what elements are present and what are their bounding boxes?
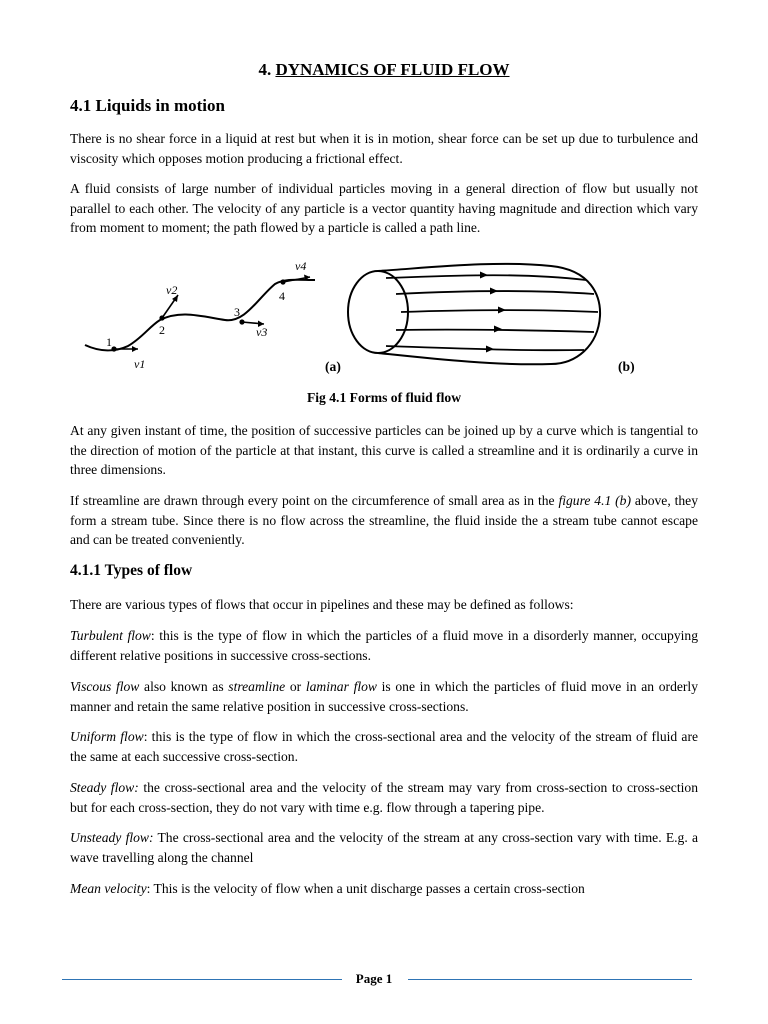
point-label-4: 4: [279, 289, 285, 303]
velocity-label-1: v1: [134, 357, 146, 371]
paragraph-shear-force: There is no shear force in a liquid at rest but when it is in motion, shear force can be set up due to turbulence and viscosity which opposes motion producing a frictional effect.: [70, 131, 698, 166]
definition-uniform-flow: Uniform flow: this is the type of flow in which the cross-sectional area and the velocity of the stream of fluid are the same at each successive cross-section.: [70, 729, 699, 764]
point-label-2: 2: [159, 323, 165, 337]
figure-path-line: [80, 250, 330, 375]
velocity-label-2: v2: [166, 283, 178, 297]
point-label-1: 1: [106, 335, 112, 349]
section-heading-4-1: 4.1 Liquids in motion: [70, 96, 225, 115]
chapter-number: 4.: [258, 60, 272, 79]
figure-caption: Fig 4.1 Forms of fluid flow: [306, 390, 462, 405]
footer-rule-right: [408, 979, 692, 980]
definition-steady-flow: Steady flow: the cross-sectional area and the velocity of the stream may vary from cross-section to cross-section but for each cross-section, they do not vary with time e.g. flow through a tapering pipe.: [70, 780, 698, 815]
page-number: Page 1: [355, 971, 393, 986]
chapter-title: [70, 60, 698, 80]
tube-inlet-circle: [348, 271, 408, 353]
paragraph-types-intro: There are various types of flows that occur in pipelines and these may be defined as follows:: [70, 597, 574, 612]
paragraph-path-line: A fluid consists of large number of individual particles moving in a general direction of flow but usually not parallel to each other. The velocity of any particle is a vector quantity having magnitude and direction which vary from moment to moment; the path flowed by a particle is called a path line.: [70, 181, 698, 236]
figure-label-a: (a): [325, 359, 341, 374]
chapter-title-text: DYNAMICS OF FLUID FLOW: [275, 60, 510, 79]
section-heading-4-1-1: 4.1.1 Types of flow: [70, 562, 193, 579]
definition-unsteady-flow: Unsteady flow: The cross-sectional area and the velocity of the stream at any cross-section vary with time. E.g. a wave travelling along the channel: [70, 830, 698, 865]
velocity-label-3: v3: [256, 325, 268, 339]
footer-rule-left: [62, 979, 342, 980]
point-label-3: 3: [234, 305, 240, 319]
definition-viscous-flow: Viscous flow also known as streamline or laminar flow is one in which the particles of fluid move in an orderly manner and retain the same relative position in successive cross-sections.: [70, 679, 698, 714]
figure-stream-tube: [346, 258, 608, 370]
definition-turbulent-flow: Turbulent flow: this is the type of flow in which the particles of a fluid move in a disorderly manner, occupying different relative positions in successive cross-sections.: [70, 628, 698, 663]
paragraph-streamline: At any given instant of time, the position of successive particles can be joined up by a curve which is tangential to the direction of motion of the particle at that instant, this curve is called a streamline and it is ordinarily a curve in three dimensions.: [70, 423, 698, 478]
velocity-label-4: v4: [295, 259, 307, 273]
figure-reference: figure 4.1 (b): [558, 493, 631, 508]
figure-label-b: (b): [618, 359, 635, 374]
definition-mean-velocity: Mean velocity: This is the velocity of flow when a unit discharge passes a certain cross-section: [70, 881, 585, 896]
paragraph-stream-tube: If streamline are drawn through every point on the circumference of small area as in the figure 4.1 (b) above, they form a stream tube. Since there is no flow across the streamline, the fluid inside the a stream tube cannot escape and can be treated conveniently.: [70, 493, 699, 548]
